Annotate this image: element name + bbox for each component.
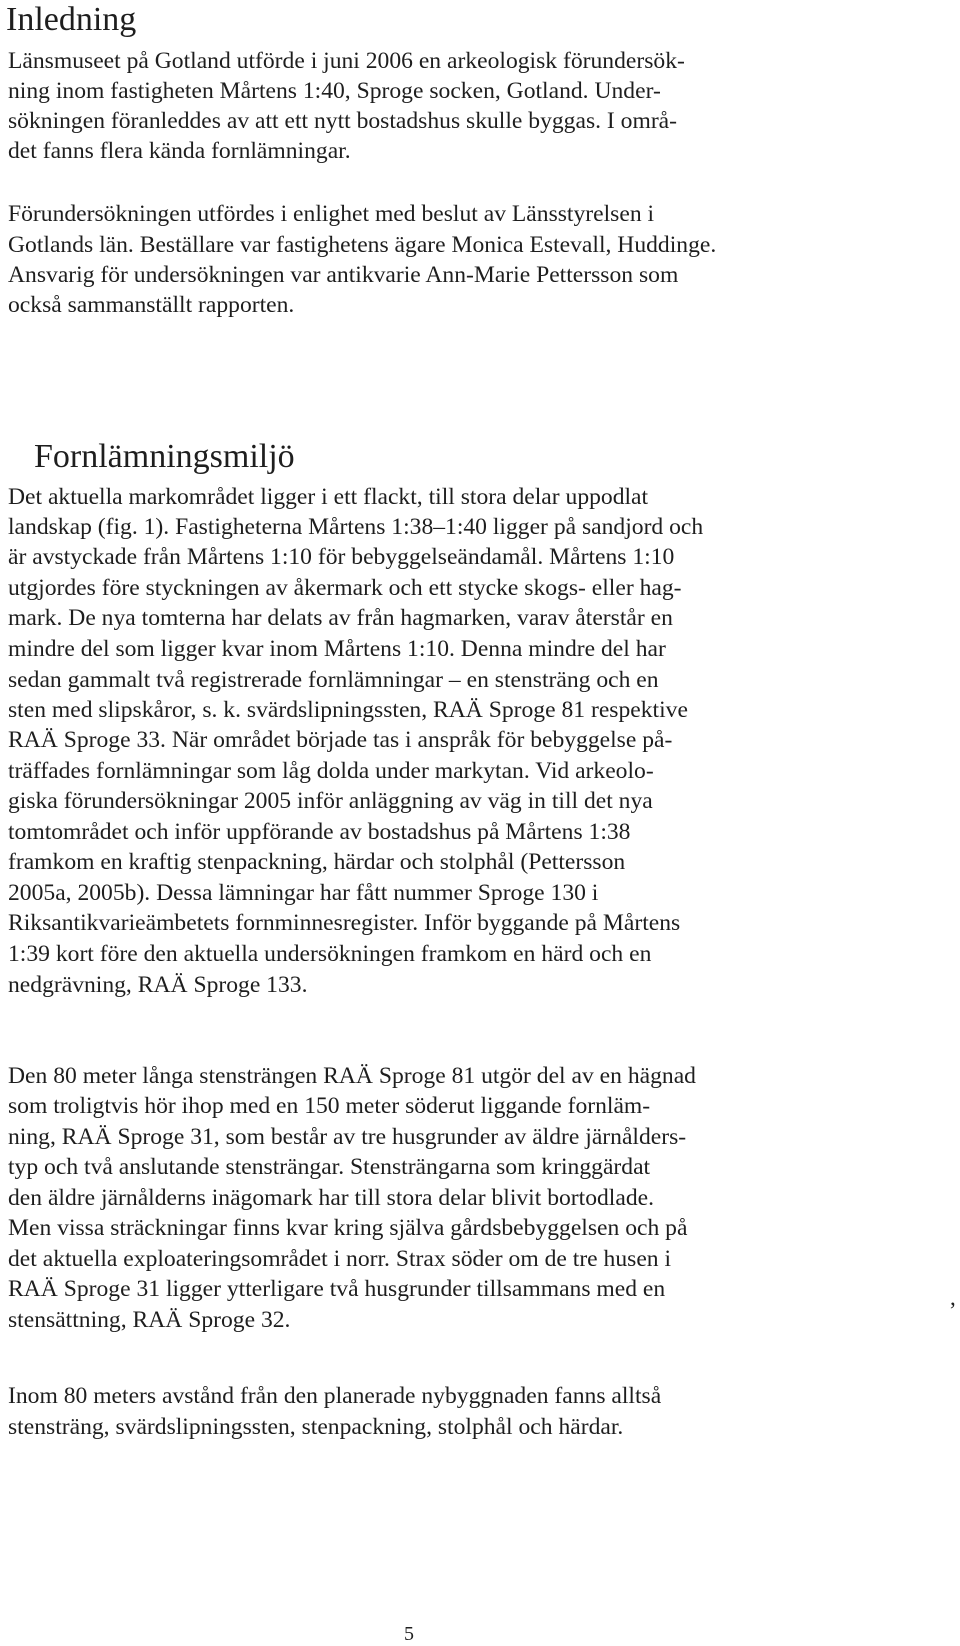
text-line: giska förundersökningar 2005 inför anläggning av väg in till det nya bbox=[8, 788, 653, 814]
page-number: 5 bbox=[404, 1623, 414, 1645]
text-line: som troligtvis hör ihop med en 150 meter söderut liggande fornläm- bbox=[8, 1093, 651, 1119]
text-line: ning inom fastigheten Mårtens 1:40, Sproge socken, Gotland. Under- bbox=[8, 78, 661, 104]
text-line: ning, RAÄ Sproge 31, som består av tre husgrunder av äldre järnålders- bbox=[8, 1124, 687, 1150]
text-line: sten med slipskåror, s. k. svärdslipningssten, RAÄ Sproge 81 respektive bbox=[8, 697, 688, 723]
text-line: framkom en kraftig stenpackning, härdar och stolphål (Pettersson bbox=[8, 849, 626, 875]
text-line: Riksantikvarieämbetets fornminnesregister. Inför byggande på Mårtens bbox=[8, 910, 681, 936]
text-line: Men vissa sträckningar finns kvar kring själva gårdsbebyggelsen och på bbox=[8, 1215, 688, 1241]
text-line: landskap (fig. 1). Fastigheterna Mårtens 1:38–1:40 ligger på sandjord och bbox=[8, 514, 704, 540]
text-line: nedgrävning, RAÄ Sproge 133. bbox=[8, 972, 308, 998]
text-line: träffades fornlämningar som låg dolda under markytan. Vid arkeolo- bbox=[8, 758, 654, 784]
text-line: det aktuella exploateringsområdet i norr. Strax söder om de tre husen i bbox=[8, 1246, 672, 1272]
text-line: sedan gammalt två registrerade fornlämningar – en stensträng och en bbox=[8, 667, 659, 693]
text-line: RAÄ Sproge 33. När området började tas i anspråk för bebyggelse på- bbox=[8, 727, 673, 753]
text-line: RAÄ Sproge 31 ligger ytterligare två husgrunder tillsammans med en bbox=[8, 1276, 666, 1302]
text-line: 1:39 kort före den aktuella undersökningen framkom en härd och en bbox=[8, 941, 652, 967]
section-heading-inledning: Inledning bbox=[6, 1, 137, 38]
text-line: Förundersökningen utfördes i enlighet med beslut av Länsstyrelsen i bbox=[8, 201, 655, 227]
text-line: 2005a, 2005b). Dessa lämningar har fått nummer Sproge 130 i bbox=[8, 880, 599, 906]
text-line: är avstyckade från Mårtens 1:10 för bebyggelseändamål. Mårtens 1:10 bbox=[8, 544, 675, 570]
text-line: sökningen föranleddes av att ett nytt bostadshus skulle byggas. I områ- bbox=[8, 108, 678, 134]
text-line: Det aktuella markområdet ligger i ett flackt, till stora delar uppodlat bbox=[8, 484, 649, 510]
text-line: stensträng, svärdslipningssten, stenpackning, stolphål och härdar. bbox=[8, 1414, 624, 1440]
text-line: också sammanställt rapporten. bbox=[8, 292, 295, 318]
text-line: stensättning, RAÄ Sproge 32. bbox=[8, 1307, 291, 1333]
text-line: det fanns flera kända fornlämningar. bbox=[8, 138, 351, 164]
text-line: Länsmuseet på Gotland utförde i juni 2006 en arkeologisk förundersök- bbox=[8, 48, 685, 74]
text-line: mindre del som ligger kvar inom Mårtens 1:10. Denna mindre del har bbox=[8, 636, 666, 662]
text-line: mark. De nya tomterna har delats av från hagmarken, varav återstår en bbox=[8, 605, 673, 631]
text-line: typ och två anslutande stensträngar. Stensträngarna som kringgärdat bbox=[8, 1154, 651, 1180]
text-line: utgjordes före styckningen av åkermark och ett stycke skogs- eller hag- bbox=[8, 575, 682, 601]
text-line: Den 80 meter långa stensträngen RAÄ Sproge 81 utgör del av en hägnad bbox=[8, 1063, 696, 1089]
text-line: Inom 80 meters avstånd från den planerade nybyggnaden fanns alltså bbox=[8, 1383, 662, 1409]
text-line: den äldre järnålderns inägomark har till stora delar blivit bortodlade. bbox=[8, 1185, 654, 1211]
text-line: Ansvarig för undersökningen var antikvarie Ann-Marie Pettersson som bbox=[8, 262, 679, 288]
text-line: Gotlands län. Beställare var fastighetens ägare Monica Estevall, Huddinge. bbox=[8, 232, 717, 258]
section-heading-fornlamningsmiljo: Fornlämningsmiljö bbox=[34, 438, 295, 475]
stray-comma-mark: , bbox=[950, 1285, 956, 1310]
text-line: tomtområdet och inför uppförande av bostadshus på Mårtens 1:38 bbox=[8, 819, 631, 845]
